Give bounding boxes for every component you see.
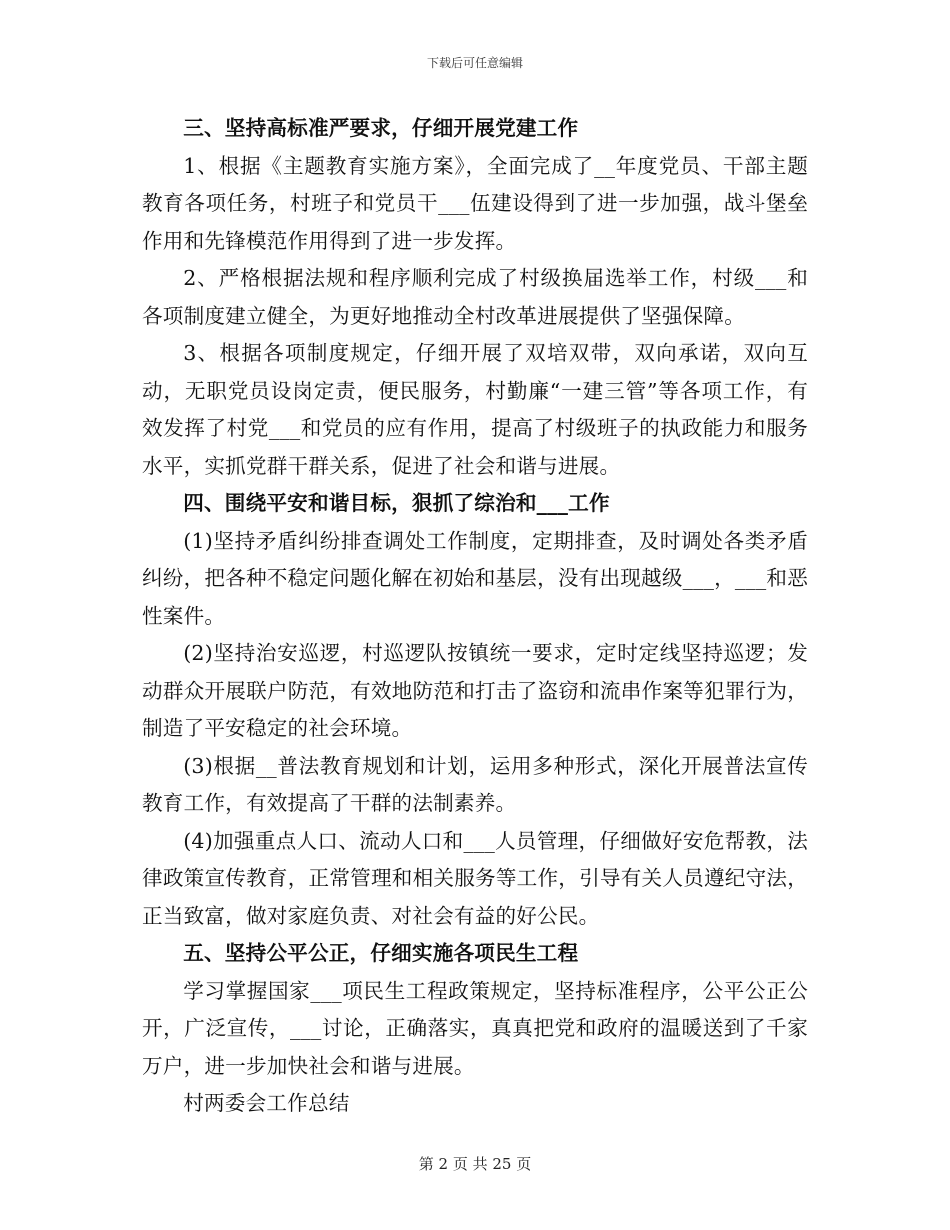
document-title-line: 村两委会工作总结 — [183, 1091, 350, 1115]
document-body — [142, 110, 808, 1123]
section-heading-5: 五、坚持公平公正，仔细实施各项民生工程 — [183, 941, 579, 965]
paragraph-4-1: (1)坚持矛盾纠纷排查调处工作制度，定期排查，及时调处各类矛盾纠纷，把各种不稳定问题化解在初始和基层，没有出现越级___，___和恶性案件。 — [142, 528, 808, 628]
paragraph-3-1: 1、根据《主题教育实施方案》，全面完成了__年度党员、干部主题教育各项任务，村班子和党员干___伍建设得到了进一步加强，战斗堡垒作用和先锋模范作用得到了进一步发挥。 — [142, 153, 808, 253]
section-heading-4: 四、围绕平安和谐目标，狠抓了综治和___工作 — [183, 491, 610, 515]
paragraph-4-2: (2)坚持治安巡逻，村巡逻队按镇统一要求，定时定线坚持巡逻；发动群众开展联户防范，有效地防范和打击了盗窃和流串作案等犯罪行为，制造了平安稳定的社会环境。 — [142, 641, 808, 740]
header-note: 下载后可任意编辑 — [426, 56, 523, 70]
page-number: 第 2 页 共 25 页 — [418, 1155, 532, 1173]
paragraph-3-3: 3、根据各项制度规定，仔细开展了双培双带，双向承诺，双向互动，无职党员设岗定责，便民服务，村勤廉“一建三管”等各项工作，有效发挥了村党___和党员的应有作用，提高了村级班子的执政能力和服务水平，实抓党群干群关系，促进了社会和谐与进展。 — [142, 341, 808, 478]
paragraph-5-1: 学习掌握国家___项民生工程政策规定，坚持标准程序，公平公正公开，广泛宣传，___讨论，正确落实，真真把党和政府的温暖送到了千家万户，进一步加快社会和谐与进展。 — [142, 978, 808, 1078]
paragraph-4-3: (3)根据__普法教育规划和计划，运用多种形式，深化开展普法宣传教育工作，有效提高了干群的法制素养。 — [142, 753, 808, 815]
paragraph-3-2: 2、严格根据法规和程序顺利完成了村级换届选举工作，村级___和各项制度建立健全，为更好地推动全村改革进展提供了坚强保障。 — [142, 266, 808, 328]
paragraph-4-4: (4)加强重点人口、流动人口和___人员管理，仔细做好安危帮教，法律政策宣传教育，正常管理和相关服务等工作，引导有关人员遵纪守法，正当致富，做对家庭负责、对社会有益的好公民。 — [142, 828, 808, 928]
section-heading-3: 三、坚持高标准严要求，仔细开展党建工作 — [183, 116, 579, 140]
